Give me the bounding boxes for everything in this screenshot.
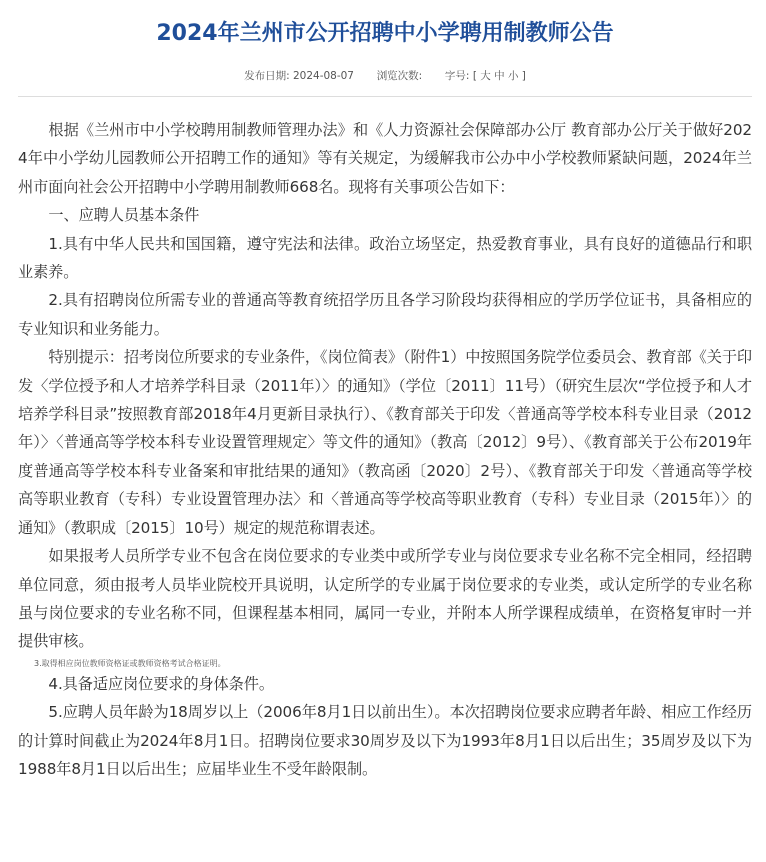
font-size-bracket-close: ] (521, 70, 526, 82)
view-count-label: 浏览次数: (376, 70, 423, 82)
page-title: 2024年兰州市公开招聘中小学聘用制教师公告 (156, 21, 614, 46)
intro-paragraph: 根据《兰州市中小学校聘用制教师管理办法》和《人力资源社会保障部办公厅 教育部办公厅关于做好2024年中小学幼儿园教师公开招聘工作的通知》等有关规定，为缓解我市公办中小学校教师紧缺问题，2024年兰州市面向社会公开招聘中小学聘用制教师668名。现将有关事项公告如下： (18, 121, 752, 196)
article-body (18, 116, 752, 783)
font-size-bracket-open: [ (472, 70, 477, 82)
font-size-large-link[interactable]: 大 (480, 70, 491, 82)
special-notice-paragraph: 特别提示：招考岗位所要求的专业条件，《岗位简表》（附件1）中按照国务院学位委员会、教育部《关于印发〈学位授予和人才培养学科目录（2011年）〉的通知》（学位〔2011〕11号）（研究生层次“学位授予和人才培养学科目录”按照教育部2018年4月更新目录执行）、《教育部关于印发〈普通高等学校本科专业目录（2012年）〉〈普通高等学校本科专业设置管理规定〉等文件的通知》（教高〔2012〕9号）、《教育部关于公布2019年度普通高等学校本科专业备案和审批结果的通知》（教高函〔2020〕2号）、《教育部关于印发〈普通高等学校高等职业教育（专科）专业设置管理办法〉和〈普通高等学校高等职业教育（专科）专业目录（2015年）〉的通知》（教职成〔2015〕10号）规定的规范称谓表述。 (18, 348, 752, 537)
condition-2-paragraph: 2.具有招聘岗位所需专业的普通高等教育统招学历且各学习阶段均获得相应的学历学位证书，具备相应的专业知识和业务能力。 (18, 291, 752, 338)
font-size-medium-link[interactable]: 中 (494, 70, 505, 82)
font-size-label: 字号: (444, 70, 470, 82)
header-divider (18, 96, 752, 97)
condition-4-paragraph: 4.具备适应岗位要求的身体条件。 (48, 674, 274, 693)
publish-date-label: 发布日期: (244, 70, 290, 82)
condition-5-paragraph: 5.应聘人员年龄为18周岁以上（2006年8月1日以前出生）。本次招聘岗位要求应聘者年龄、相应工作经历的计算时间截止为2024年8月1日。招聘岗位要求30周岁及以下为1993年8月1日以后出生；35周岁及以下为1988年8月1日以后出生；应届毕业生不受年龄限制。 (18, 703, 752, 778)
article-meta (18, 68, 752, 83)
font-size-small-link[interactable]: 小 (507, 70, 519, 82)
condition-3-note: 3.取得相应岗位教师资格证或教师资格考试合格证明。 (34, 658, 226, 668)
publish-date-value: 2024-08-07 (292, 70, 354, 82)
major-exception-paragraph: 如果报考人员所学专业不包含在岗位要求的专业类中或所学专业与岗位要求专业名称不完全相同，经招聘单位同意，须由报考人员毕业院校开具说明，认定所学的专业属于岗位要求的专业类，或认定所学的专业名称虽与岗位要求的专业名称不同，但课程基本相同，属同一专业，并附本人所学课程成绩单，在资格复审时一并提供审核。 (18, 547, 752, 651)
condition-1-paragraph: 1.具有中华人民共和国国籍，遵守宪法和法律。政治立场坚定，热爱教育事业，具有良好的道德品行和职业素养。 (18, 234, 752, 282)
section-heading: 一、应聘人员基本条件 (48, 206, 200, 225)
